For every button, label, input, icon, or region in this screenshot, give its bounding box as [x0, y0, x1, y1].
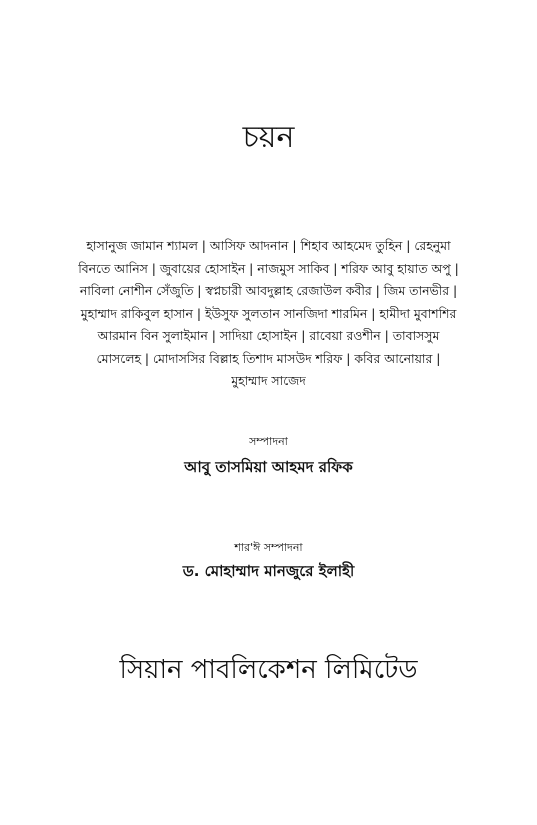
author-line-5: আরমান বিন সুলাইমান | সাদিয়া হোসাইন | রাবেয়া রওশীন | তাবাসসুম	[97, 328, 440, 343]
author-line-2: বিনতে আনিস | জুবায়ের হোসাইন | নাজমুস সাকিব | শরিফ আবু হায়াত অপু |	[78, 260, 459, 276]
author-line-4: মুহাম্মাদ রাকিবুল হাসান | ইউসুফ সুলতান সানজিদা শারমিন | হামীদা মুবাশশির	[80, 305, 457, 321]
sharia-editor-name: ড. মোহাম্মাদ মানজুরে ইলাহী	[182, 562, 355, 580]
editor-name: আবু তাসমিয়া আহমদ রফিক	[184, 458, 353, 476]
author-line-7: মুহাম্মাদ সাজেদ	[231, 373, 306, 388]
author-line-3: নাবিলা নোশীন সেঁজুতি | স্বপ্নচারী আবদুল্লাহ রেজাউল কবীর | জিম তানভীর |	[79, 283, 458, 298]
author-line-6: মোসলেহ | মোদাসসির বিল্লাহ তিশাদ মাসউদ শরিফ | কবির আনোয়ার |	[96, 350, 441, 366]
author-list	[60, 235, 477, 393]
book-title: চয়ন	[242, 120, 295, 155]
author-line-1: হাসানুজ জামান শ্যামল | আসিফ আদনান | শিহাব আহমেদ তুহিন | রেহনুমা	[86, 238, 451, 253]
editor-label: সম্পাদনা	[249, 435, 288, 448]
publisher-name: সিয়ান পাবলিকেশন লিমিটেড	[119, 655, 418, 685]
sharia-editor-label: শার'ঈ সম্পাদনা	[234, 541, 303, 554]
